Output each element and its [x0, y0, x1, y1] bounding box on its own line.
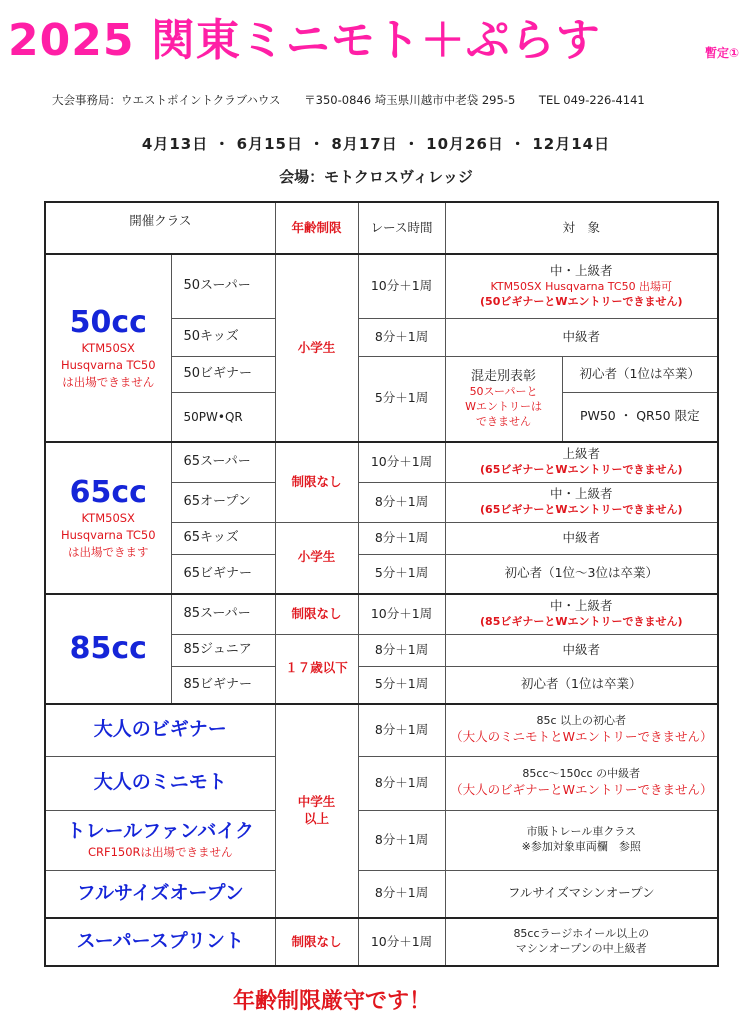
group-50cc-note-3: は出場できません	[62, 374, 155, 389]
time-65-beginner: 5分＋1周	[358, 554, 445, 594]
time-trail: 8分＋1周	[358, 810, 445, 870]
class-fullsize	[45, 870, 275, 918]
class-adult-minimoto	[45, 756, 275, 810]
class-65-beginner: 65ビギナー	[171, 554, 275, 594]
table-row	[45, 442, 718, 482]
group-85cc	[45, 594, 171, 704]
time-85-super: 10分＋1周	[358, 594, 445, 634]
age-85-junior: １７歳以下	[275, 634, 358, 704]
class-65-super: 65スーパー	[171, 442, 275, 482]
target-65-super	[445, 442, 718, 482]
mixed-award-title: 混走別表彰	[471, 368, 537, 384]
table-row	[45, 756, 718, 810]
time-85-junior: 8分＋1周	[358, 634, 445, 666]
target-50-super-note: (50ビギナーとWエントリーできません)	[480, 294, 683, 308]
target-sprint	[445, 918, 718, 966]
group-65cc-name: 65cc	[69, 474, 147, 510]
mixed-award-note-3: できません	[476, 414, 532, 428]
target-sprint-line-1: 85ccラージホイール以上の	[513, 927, 650, 941]
target-adult-minimoto-note: （大人のビギナーとWエントリーできません）	[450, 781, 713, 797]
target-trail-level: 市販トレール車クラス	[526, 825, 636, 839]
table-row	[45, 918, 718, 966]
tentative-badge: 暫定①	[705, 46, 740, 60]
mixed-award-note-1: 50スーパーと	[469, 385, 538, 399]
target-50-super-level: 中・上級者	[550, 262, 613, 278]
target-85-super-level: 中・上級者	[550, 598, 613, 614]
venue: 会場：モトクロスヴィレッジ	[279, 168, 473, 186]
class-65-open: 65オープン	[171, 482, 275, 522]
target-adult-minimoto	[445, 756, 718, 810]
class-adult-beginner-name: 大人のビギナー	[93, 718, 227, 741]
schedule-table	[44, 201, 719, 967]
group-50cc-name: 50cc	[69, 304, 147, 340]
target-adult-beginner	[445, 704, 718, 756]
age-adult-line-1: 中学生	[297, 794, 336, 810]
table-row	[45, 594, 718, 634]
target-65-open-note: (65ビギナーとWエントリーできません)	[480, 503, 683, 517]
header-time: レース時間	[358, 202, 445, 254]
target-85-beginner: 初心者（1位は卒業）	[445, 666, 718, 704]
age-65-open: 制限なし	[275, 442, 358, 522]
class-adult-beginner	[45, 704, 275, 756]
target-85-super-note: (85ビギナーとWエントリーできません)	[480, 615, 683, 629]
class-50-pw: 50PW•QR	[171, 392, 275, 442]
target-65-super-level: 上級者	[562, 446, 601, 462]
class-fullsize-name: フルサイズオープン	[76, 881, 244, 904]
table-row	[45, 704, 718, 756]
class-85-super: 85スーパー	[171, 594, 275, 634]
target-trail-note: ※参加対象車両欄 参照	[521, 840, 641, 853]
target-65-super-note: (65ビギナーとWエントリーできません)	[480, 463, 683, 477]
class-85-beginner: 85ビギナー	[171, 666, 275, 704]
age-50cc: 小学生	[275, 254, 358, 442]
target-85-junior: 中級者	[445, 634, 718, 666]
target-trail	[445, 810, 718, 870]
target-50-kids: 中級者	[445, 318, 718, 356]
group-65cc-note-3: は出場できます	[68, 544, 149, 559]
class-85-junior: 85ジュニア	[171, 634, 275, 666]
time-65-open: 8分＋1周	[358, 482, 445, 522]
target-65-open	[445, 482, 718, 522]
target-85-super	[445, 594, 718, 634]
target-50-pw: PW50 ・ QR50 限定	[562, 392, 718, 442]
office-tel: TEL 049-226-4141	[538, 93, 645, 107]
header-age: 年齢制限	[275, 202, 358, 254]
time-adult-beginner: 8分＋1周	[358, 704, 445, 756]
time-sprint: 10分＋1周	[358, 918, 445, 966]
class-trail-note: CRF150Rは出場できません	[87, 845, 233, 860]
class-65-kids: 65キッズ	[171, 522, 275, 554]
class-50-super: 50スーパー	[171, 254, 275, 318]
target-adult-beginner-note: （大人のミニモトとWエントリーできません）	[450, 729, 713, 745]
time-50-beginner: 5分＋1周	[358, 356, 445, 442]
group-50cc-note-1: KTM50SX	[81, 341, 135, 356]
group-50cc	[45, 254, 171, 442]
target-50-super	[445, 254, 718, 318]
group-85cc-name: 85cc	[69, 630, 147, 666]
time-50-super: 10分＋1周	[358, 254, 445, 318]
time-adult-minimoto: 8分＋1周	[358, 756, 445, 810]
time-50-kids: 8分＋1周	[358, 318, 445, 356]
group-65cc-note-2: Husqvarna TC50	[60, 527, 156, 542]
group-65cc	[45, 442, 171, 594]
time-85-beginner: 5分＋1周	[358, 666, 445, 704]
target-65-open-level: 中・上級者	[550, 486, 613, 502]
age-adult-line-2: 以上	[304, 811, 330, 826]
class-sprint	[45, 918, 275, 966]
age-adult	[275, 704, 358, 918]
table-header-row	[45, 202, 718, 254]
mixed-award	[445, 356, 562, 442]
time-65-super: 10分＋1周	[358, 442, 445, 482]
class-trail	[45, 810, 275, 870]
table-row	[45, 870, 718, 918]
target-adult-beginner-level: 85c 以上の初心者	[536, 714, 627, 728]
class-sprint-name: スーパースプリント	[76, 930, 244, 953]
target-65-kids: 中級者	[445, 522, 718, 554]
header-target: 対 象	[445, 202, 718, 254]
event-dates: 4月13日 ・ 6月15日 ・ 8月17日 ・ 10月26日 ・ 12月14日	[141, 135, 611, 153]
target-fullsize: フルサイズマシンオープン	[445, 870, 718, 918]
class-trail-name: トレールファンバイク	[66, 820, 255, 843]
time-fullsize: 8分＋1周	[358, 870, 445, 918]
office-address: 〒350-0846 埼玉県川越市中老袋 295-5	[304, 93, 516, 107]
target-65-beginner: 初心者（1位～3位は卒業）	[445, 554, 718, 594]
table-row	[45, 810, 718, 870]
time-65-kids: 8分＋1周	[358, 522, 445, 554]
office-info	[52, 92, 665, 108]
mixed-award-note-2: Wエントリーは	[465, 400, 542, 414]
age-65-kids: 小学生	[275, 522, 358, 594]
group-50cc-note-2: Husqvarna TC50	[60, 357, 156, 372]
target-50-beginner: 初心者（1位は卒業）	[562, 356, 718, 392]
class-50-kids: 50キッズ	[171, 318, 275, 356]
class-adult-minimoto-name: 大人のミニモト	[93, 771, 227, 794]
table-row	[45, 254, 718, 318]
page-title: 2025 関東ミニモト＋ぷらす	[8, 15, 601, 66]
office-label: 大会事務局：ウエストポイントクラブハウス	[52, 93, 281, 107]
class-50-beginner: 50ビギナー	[171, 356, 275, 392]
age-sprint: 制限なし	[275, 918, 358, 966]
group-65cc-note-1: KTM50SX	[81, 511, 135, 526]
header-class: 開催クラス	[45, 202, 275, 254]
footer-note: 年齢制限厳守です！	[232, 989, 431, 1014]
target-50-super-ktm: KTM50SX Husqvarna TC50 出場可	[490, 279, 673, 293]
target-adult-minimoto-level: 85cc～150cc の中級者	[522, 767, 641, 781]
target-sprint-line-2: マシンオープンの中上級者	[515, 942, 647, 955]
age-85-super: 制限なし	[275, 594, 358, 634]
